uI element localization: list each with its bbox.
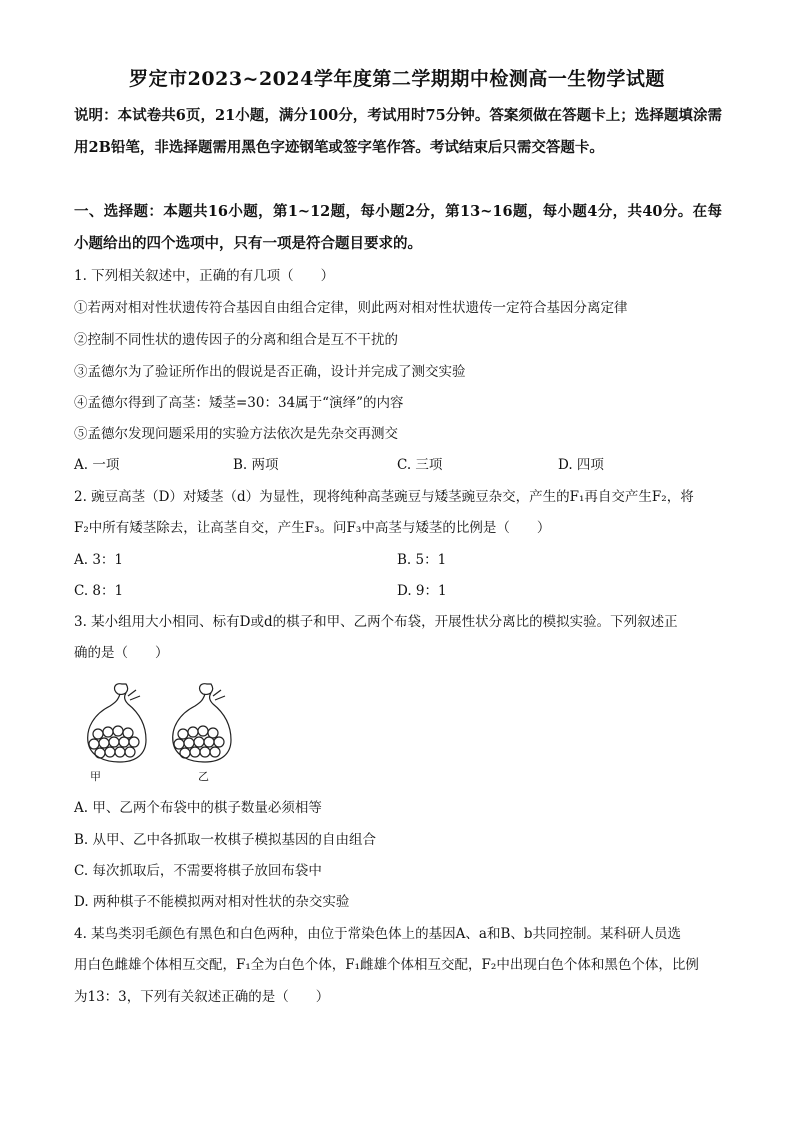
question-3-option-c: C. 每次抓取后，不需要将棋子放回布袋中 [74,863,322,879]
question-3-line-1: 3. 某小组用大小相同、标有D或d的棋子和甲、乙两个布袋，开展性状分离比的模拟实验。下列叙述正 [74,614,678,630]
question-3-option-d: D. 两种棋子不能模拟两对相对性状的杂交实验 [74,894,350,910]
question-1-option-d: D. 四项 [558,457,604,473]
question-2-line-1: 2. 豌豆高茎（D）对矮茎（d）为显性，现将纯种高茎豌豆与矮茎豌豆杂交，产生的F₁再自交产生F₂，将 [74,489,694,505]
question-1-item: ③孟德尔为了验证所作出的假说是否正确，设计并完成了测交实验 [74,364,466,380]
question-1-option-c: C. 三项 [397,457,443,473]
bag-jia [88,684,146,762]
bag-label-yi: 乙 [198,770,209,783]
bag-label-jia: 甲 [90,770,101,783]
question-2-line-2: F₂中所有矮茎除去，让高茎自交，产生F₃。问F₃中高茎与矮茎的比例是（ ） [74,520,551,536]
section-heading: 一、选择题：本题共16小题，第1~12题，每小题2分，第13~16题，每小题4分，共40分。在每小题给出的四个选项中，只有一项是符合题目要求的。 [74,203,722,252]
question-4-line-3: 为13：3，下列有关叙述正确的是（ ） [74,989,330,1005]
question-1-item: ①若两对相对性状遗传符合基因自由组合定律，则此两对相对性状遗传一定符合基因分离定律 [74,300,628,316]
question-1-stem: 1. 下列相关叙述中，正确的有几项（ ） [74,268,335,284]
question-3-option-a: A. 甲、乙两个布袋中的棋子数量必须相等 [74,800,322,816]
question-3-line-2: 确的是（ ） [74,645,169,661]
question-2-option-c: C. 8：1 [74,583,124,599]
question-2-option-a: A. 3：1 [74,552,124,568]
question-2-option-b: B. 5：1 [397,552,447,568]
cloth-bags-illustration [80,676,250,786]
question-1-option-b: B. 两项 [233,457,279,473]
question-1-item: ②控制不同性状的遗传因子的分离和组合是互不干扰的 [74,332,398,348]
question-1-item: ⑤孟德尔发现问题采用的实验方法依次是先杂交再测交 [74,426,398,442]
instructions: 说明：本试卷共6页，21小题，满分100分，考试用时75分钟。答案须做在答题卡上；选择题填涂需用2B铅笔，非选择题需用黑色字迹钢笔或签字笔作答。考试结束后只需交答题卡。 [74,107,722,156]
question-2-option-d: D. 9：1 [397,583,447,599]
question-1-item: ④孟德尔得到了高茎：矮茎=30：34属于“演绎”的内容 [74,395,404,411]
question-1-option-a: A. 一项 [74,457,120,473]
question-4-line-2: 用白色雌雄个体相互交配，F₁全为白色个体，F₁雌雄个体相互交配，F₂中出现白色个体和黑色个体，比例 [74,957,699,973]
question-4-line-1: 4. 某鸟类羽毛颜色有黑色和白色两种，由位于常染色体上的基因A、a和B、b共同控制。某科研人员选 [74,926,682,942]
bag-yi [173,684,231,762]
page-title: 罗定市2023~2024学年度第二学期期中检测高一生物学试题 [129,68,665,90]
question-3-option-b: B. 从甲、乙中各抓取一枚棋子模拟基因的自由组合 [74,832,377,848]
bag-figure [80,676,250,786]
